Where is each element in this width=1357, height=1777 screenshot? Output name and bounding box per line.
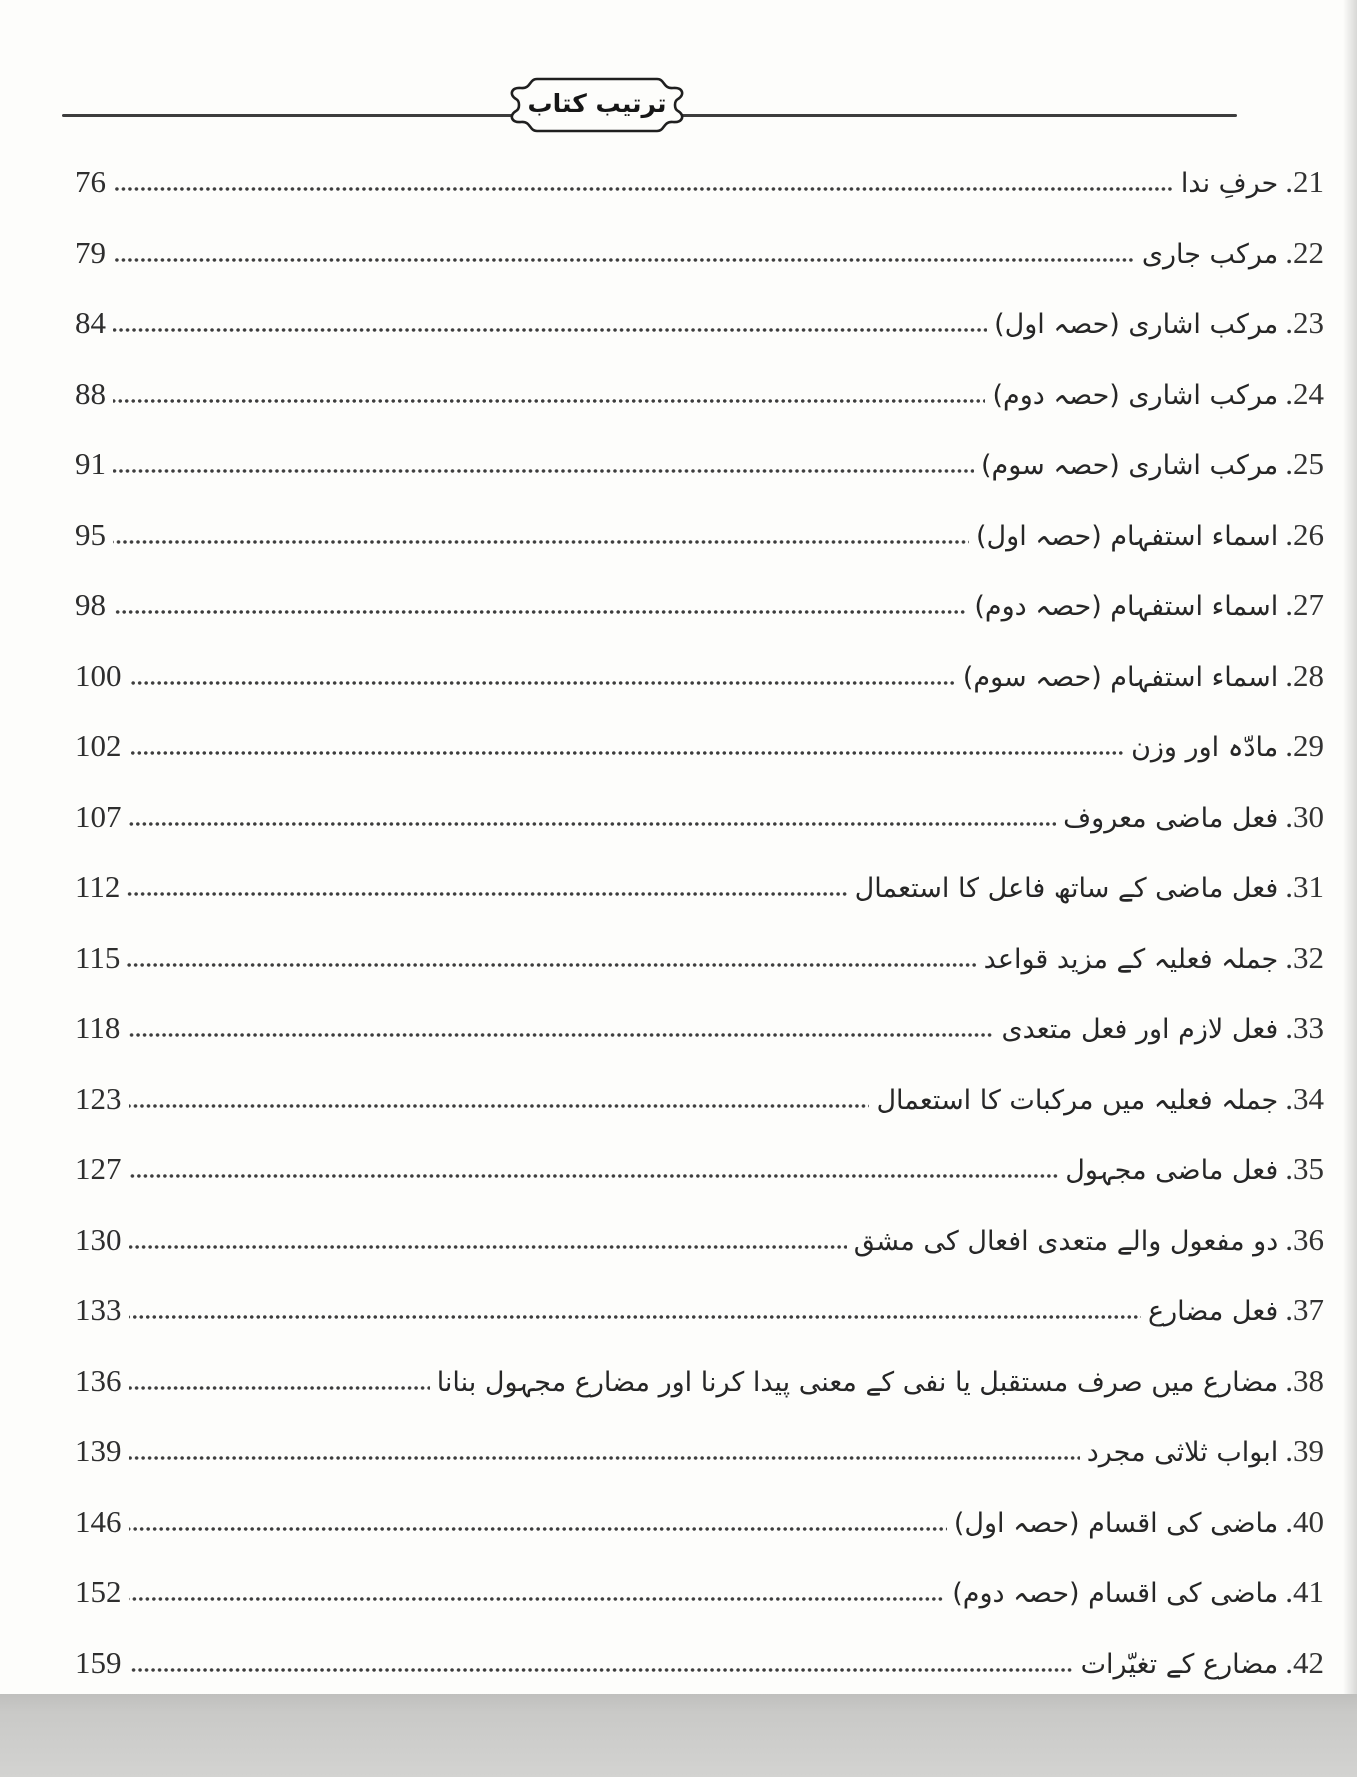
toc-entry-title: مضارع میں صرف مستقبل یا نفی کے معنی پیدا کرنا اور مضارع مجہول بنانا xyxy=(436,1366,1279,1398)
toc-entry-row xyxy=(75,1127,1324,1198)
toc-entry-page: 100 xyxy=(75,657,122,693)
toc-entry-page: 112 xyxy=(75,869,121,904)
toc-entry-number: 24. xyxy=(1285,375,1324,411)
toc-entry-title: فعل لازم اور فعل متعدی xyxy=(1001,1014,1279,1045)
toc-entry-number: 31. xyxy=(1285,869,1324,904)
toc-entry-page: 136 xyxy=(75,1362,122,1398)
toc-entry-title: ابواب ثلاثی مجرد xyxy=(1086,1437,1279,1468)
toc-entry-title: مادّہ اور وزن xyxy=(1131,732,1279,763)
toc-entry-row xyxy=(75,1409,1324,1480)
toc-entry-number: 33. xyxy=(1285,1010,1324,1045)
toc-entry-page: 159 xyxy=(75,1644,122,1680)
dot-leader xyxy=(129,750,1125,756)
dot-leader xyxy=(113,186,1174,192)
toc-entry-number: 32. xyxy=(1285,939,1324,975)
toc-entry-row xyxy=(75,493,1324,564)
toc-entry-number: 42. xyxy=(1285,1644,1324,1680)
toc-entry-row xyxy=(75,986,1324,1057)
toc-entry-title: جملہ فعلیہ میں مرکبات کا استعمال xyxy=(876,1084,1279,1116)
toc-entry-number: 25. xyxy=(1285,446,1324,481)
toc-entry-page: 76 xyxy=(75,164,106,199)
toc-entry-title: مرکب اشاری (حصہ سوم) xyxy=(980,450,1279,481)
toc-entry-title: مضارع کے تغیّرات xyxy=(1080,1648,1279,1680)
toc-entry-page: 95 xyxy=(75,516,106,552)
toc-entry-row xyxy=(75,1480,1324,1551)
toc-entry-title: فعل مضارع xyxy=(1148,1296,1279,1327)
toc-entry-page: 91 xyxy=(75,446,106,481)
toc-entry-number: 30. xyxy=(1285,798,1324,834)
toc-entry-title: جملہ فعلیہ کے مزید قواعد xyxy=(983,943,1279,975)
dot-leader xyxy=(129,680,956,686)
dot-leader xyxy=(113,539,969,545)
toc-entry-number: 26. xyxy=(1285,516,1324,552)
toc-entry-number: 21. xyxy=(1285,164,1324,199)
toc-entry-row xyxy=(75,211,1324,282)
toc-entry-page: 130 xyxy=(75,1221,122,1257)
toc-entry-page: 133 xyxy=(75,1292,122,1327)
toc-entry-row xyxy=(75,1268,1324,1339)
toc-entry-row xyxy=(75,281,1324,352)
dot-leader xyxy=(129,1526,947,1532)
toc-entry-title: مرکب جاری xyxy=(1141,238,1279,270)
dot-leader xyxy=(129,821,1057,827)
toc-entry-title: فعل ماضی مجہول xyxy=(1065,1155,1279,1186)
toc-entry-page: 115 xyxy=(75,939,121,975)
toc-entry-number: 35. xyxy=(1285,1151,1324,1186)
toc-entry-number: 27. xyxy=(1285,587,1324,622)
toc-entry-page: 84 xyxy=(75,305,106,340)
dot-leader xyxy=(129,1103,870,1109)
toc-entry-page: 123 xyxy=(75,1080,122,1116)
dot-leader xyxy=(129,1596,946,1602)
dot-leader xyxy=(127,891,847,897)
toc-entry-page: 98 xyxy=(75,587,106,622)
toc-entry-row xyxy=(75,845,1324,916)
toc-entry-row xyxy=(75,352,1324,423)
toc-entry-row xyxy=(75,563,1324,634)
dot-leader xyxy=(129,1173,1059,1179)
toc-entry-row xyxy=(75,704,1324,775)
toc-entry-row xyxy=(75,775,1324,846)
toc-entry-page: 79 xyxy=(75,234,106,270)
toc-entry-page: 107 xyxy=(75,798,122,834)
toc-entry-number: 29. xyxy=(1285,728,1324,763)
toc-entry-title: دو مفعول والے متعدی افعال کی مشق xyxy=(853,1225,1279,1257)
toc-entry-page: 127 xyxy=(75,1151,122,1186)
toc-entry-title: مرکب اشاری (حصہ دوم) xyxy=(992,379,1279,411)
toc-entry-number: 36. xyxy=(1285,1221,1324,1257)
toc-entry-title: ماضی کی اقسام (حصہ دوم) xyxy=(952,1578,1279,1609)
dot-leader xyxy=(127,1032,994,1038)
toc-entry-row xyxy=(75,1339,1324,1410)
toc-entry-title: اسماء استفہام (حصہ دوم) xyxy=(974,591,1279,622)
toc-entry-page: 139 xyxy=(75,1433,122,1468)
dot-leader xyxy=(127,962,976,968)
toc-entry-row xyxy=(75,1198,1324,1269)
toc-entry-page: 118 xyxy=(75,1010,121,1045)
toc-entry-row xyxy=(75,1550,1324,1621)
dot-leader xyxy=(113,257,1135,263)
toc-entry-number: 34. xyxy=(1285,1080,1324,1116)
toc-entry-title: فعل ماضی کے ساتھ فاعل کا استعمال xyxy=(854,873,1279,904)
dot-leader xyxy=(129,1244,847,1250)
toc-entry-page: 88 xyxy=(75,375,106,411)
toc-entry-title: ماضی کی اقسام (حصہ اول) xyxy=(953,1507,1279,1539)
toc-entry-title: حرفِ ندا xyxy=(1180,168,1279,199)
toc-entry-title: مرکب اشاری (حصہ اول) xyxy=(994,309,1279,340)
toc-entry-page: 102 xyxy=(75,728,122,763)
toc-entry-page: 146 xyxy=(75,1503,122,1539)
toc-entry-number: 23. xyxy=(1285,305,1324,340)
dot-leader xyxy=(129,1667,1074,1673)
toc-entry-number: 28. xyxy=(1285,657,1324,693)
toc-entry-title: اسماء استفہام (حصہ اول) xyxy=(976,520,1279,552)
toc-entry-row xyxy=(75,1057,1324,1128)
toc-entry-number: 41. xyxy=(1285,1574,1324,1609)
toc-entry-row xyxy=(75,1621,1324,1692)
toc-entry-row xyxy=(75,140,1324,211)
toc-entry-number: 37. xyxy=(1285,1292,1324,1327)
toc-entry-title: اسماء استفہام (حصہ سوم) xyxy=(962,661,1279,693)
toc-entry-number: 40. xyxy=(1285,1503,1324,1539)
dot-leader xyxy=(113,398,985,404)
dot-leader xyxy=(113,468,974,474)
toc-entry-number: 22. xyxy=(1285,234,1324,270)
dot-leader xyxy=(129,1314,1142,1320)
toc-entry-number: 39. xyxy=(1285,1433,1324,1468)
dot-leader xyxy=(129,1385,430,1391)
toc-entry-title: فعل ماضی معروف xyxy=(1063,802,1279,834)
toc-entry-row xyxy=(75,422,1324,493)
toc-entry-row xyxy=(75,634,1324,705)
dot-leader xyxy=(113,327,987,333)
toc-entry-row xyxy=(75,916,1324,987)
toc-entry-page: 152 xyxy=(75,1574,122,1609)
header-ornament xyxy=(497,72,697,138)
page-title: ترتیب کتاب xyxy=(527,88,667,118)
toc-list xyxy=(75,140,1324,1691)
dot-leader xyxy=(129,1455,1080,1461)
scan-bottom-shadow xyxy=(0,1694,1357,1777)
toc-entry-number: 38. xyxy=(1285,1362,1324,1398)
dot-leader xyxy=(113,609,967,615)
scan-edge-shadow xyxy=(1343,0,1357,1694)
